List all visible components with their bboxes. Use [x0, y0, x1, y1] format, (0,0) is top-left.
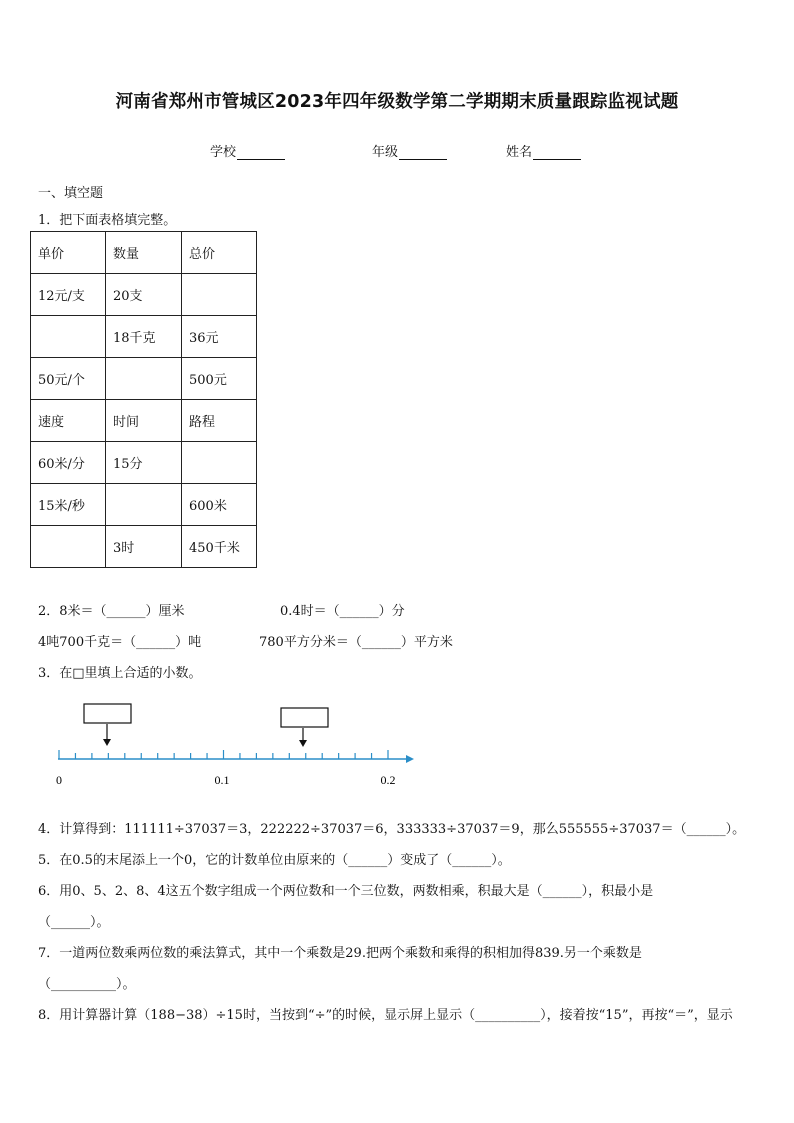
table-row: [31, 400, 257, 442]
table-cell: 速度: [31, 400, 106, 442]
question-3: 3．在□里填上合适的小数。: [38, 666, 202, 681]
table-cell: 总价: [182, 232, 257, 274]
table-cell: 单价: [31, 232, 106, 274]
school-field: [210, 141, 285, 160]
table-cell: 12元/支: [31, 274, 106, 316]
table-row: [31, 316, 257, 358]
table-cell: 450千米: [182, 526, 257, 568]
question-2c: 4吨700千克＝（______）吨: [38, 635, 202, 650]
table-row: [31, 442, 257, 484]
table-cell: [106, 358, 182, 400]
grade-field: [372, 141, 447, 160]
question-7-line1: 7．一道两位数乘两位数的乘法算式，其中一个乘数是29.把两个乘数和乘得的积相加得839.另一个乘数是: [38, 946, 642, 961]
table-row: [31, 358, 257, 400]
table-cell: 15米/秒: [31, 484, 106, 526]
table-cell: 时间: [106, 400, 182, 442]
table-cell: 36元: [182, 316, 257, 358]
question-4: 4．计算得到：111111÷37037＝3，222222÷37037＝6，333333÷37037＝9，那么555555÷37037＝（______）。: [38, 822, 746, 837]
section-heading: 一、填空题: [38, 186, 104, 201]
table-cell: 20支: [106, 274, 182, 316]
table-row: [31, 484, 257, 526]
table-cell: 路程: [182, 400, 257, 442]
question-6-line2: （______）。: [38, 915, 110, 930]
table-cell: 600米: [182, 484, 257, 526]
table-row: [31, 232, 257, 274]
school-blank: [237, 147, 285, 160]
number-line: [50, 700, 420, 792]
tick-group: [59, 750, 388, 759]
table-cell: [31, 316, 106, 358]
question-1: 1．把下面表格填完整。: [38, 213, 177, 228]
question-2d: 780平方分米＝（______）平方米: [259, 635, 453, 650]
grade-label: 年级: [372, 145, 399, 160]
page-title: 河南省郑州市管城区2023年四年级数学第二学期期末质量跟踪监视试题: [115, 92, 679, 112]
table-row: [31, 274, 257, 316]
table-cell: 50元/个: [31, 358, 106, 400]
name-label: 姓名: [506, 145, 533, 160]
table-cell: [182, 274, 257, 316]
grade-blank: [399, 147, 447, 160]
fill-table: [30, 231, 257, 568]
question-6-line1: 6．用0、5、2、8、4这五个数字组成一个两位数和一个三位数，两数相乘，积最大是（______），积最小是: [38, 884, 654, 899]
answer-box: [281, 708, 328, 727]
table-cell: 500元: [182, 358, 257, 400]
tick-label: 0.1: [214, 773, 230, 787]
table-row: [31, 526, 257, 568]
table-cell: [106, 484, 182, 526]
table-cell: [31, 526, 106, 568]
name-field: [506, 141, 581, 160]
table-cell: 15分: [106, 442, 182, 484]
pointer-arrow-head: [103, 739, 111, 746]
name-blank: [533, 147, 581, 160]
question-2a: 2．8米＝（______）厘米: [38, 604, 185, 619]
answer-box: [84, 704, 131, 723]
table-cell: 数量: [106, 232, 182, 274]
table-cell: 3时: [106, 526, 182, 568]
question-7-line2: （__________）。: [38, 977, 136, 992]
question-8: 8．用计算器计算（188−38）÷15时，当按到“÷”的时候，显示屏上显示（__________），接着按“15”，再按“＝”，显示: [38, 1008, 733, 1023]
question-5: 5．在0.5的末尾添上一个0，它的计数单位由原来的（______）变成了（______）。: [38, 853, 511, 868]
tick-label: 0: [56, 773, 62, 787]
table-cell: 60米/分: [31, 442, 106, 484]
question-2b: 0.4时＝（______）分: [280, 604, 405, 619]
school-label: 学校: [210, 145, 237, 160]
tick-label: 0.2: [380, 773, 396, 787]
table-cell: 18千克: [106, 316, 182, 358]
pointer-arrow-head: [299, 740, 307, 747]
table-cell: [182, 442, 257, 484]
axis-arrow: [406, 755, 414, 763]
